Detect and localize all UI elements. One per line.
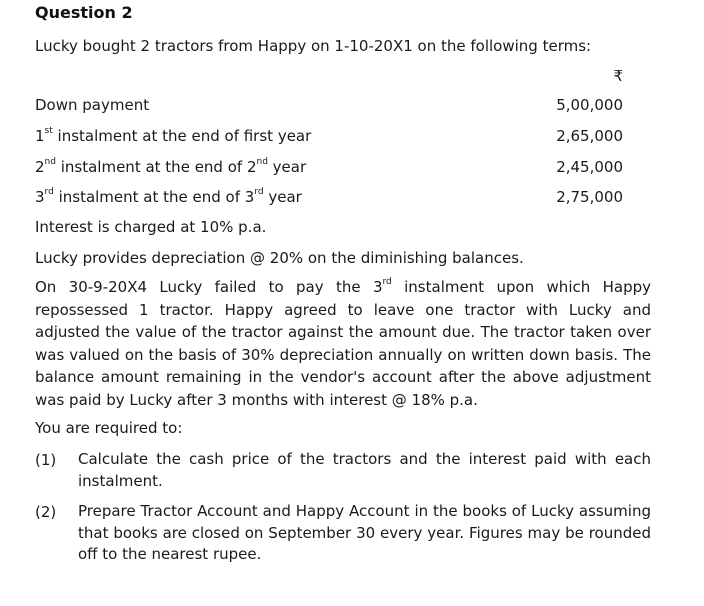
term-amount-first-instalment: 2,65,000 <box>556 127 623 145</box>
term-label-second-instalment: 2nd instalment at the end of 2nd year <box>35 157 307 176</box>
requirement-number-1: (1) <box>35 451 57 469</box>
interest-line: Interest is charged at 10% p.a. <box>35 218 267 236</box>
question-title: Question 2 <box>35 3 133 22</box>
requirement-text-2: Prepare Tractor Account and Happy Account in the books of Lucky assuming that books are closed on September 30 every year. Figures may be rounded off to the nearest rupee. <box>78 502 651 563</box>
term-label-first-instalment: 1st instalment at the end of first year <box>35 126 312 145</box>
term-amount-third-instalment: 2,75,000 <box>556 188 623 206</box>
repossession-paragraph: On 30-9-20X4 Lucky failed to pay the 3rd instalment upon which Happy repossessed 1 tractor. Happy agreed to leave one tractor with Lucky and adjusted the value of the tractor against the amount due. The tractor taken over was valued on the basis of 30% depreciation annually on written down basis. The balance amount remaining in the vendor's account after the above adjustment was paid by Lucky after 3 months with interest @ 18% p.a. <box>35 277 651 409</box>
requirement-number-2: (2) <box>35 503 57 521</box>
requirement-text-1: Calculate the cash price of the tractors and the interest paid with each instalment. <box>78 450 651 490</box>
depreciation-line: Lucky provides depreciation @ 20% on the diminishing balances. <box>35 249 524 267</box>
required-line: You are required to: <box>35 419 183 437</box>
term-amount-second-instalment: 2,45,000 <box>556 158 623 176</box>
term-label-third-instalment: 3rd instalment at the end of 3rd year <box>35 187 302 206</box>
intro-text: Lucky bought 2 tractors from Happy on 1-10-20X1 on the following terms: <box>35 37 592 55</box>
term-amount-down-payment: 5,00,000 <box>556 96 623 114</box>
currency-symbol: ₹ <box>613 67 623 85</box>
term-label-down-payment: Down payment <box>35 96 150 114</box>
